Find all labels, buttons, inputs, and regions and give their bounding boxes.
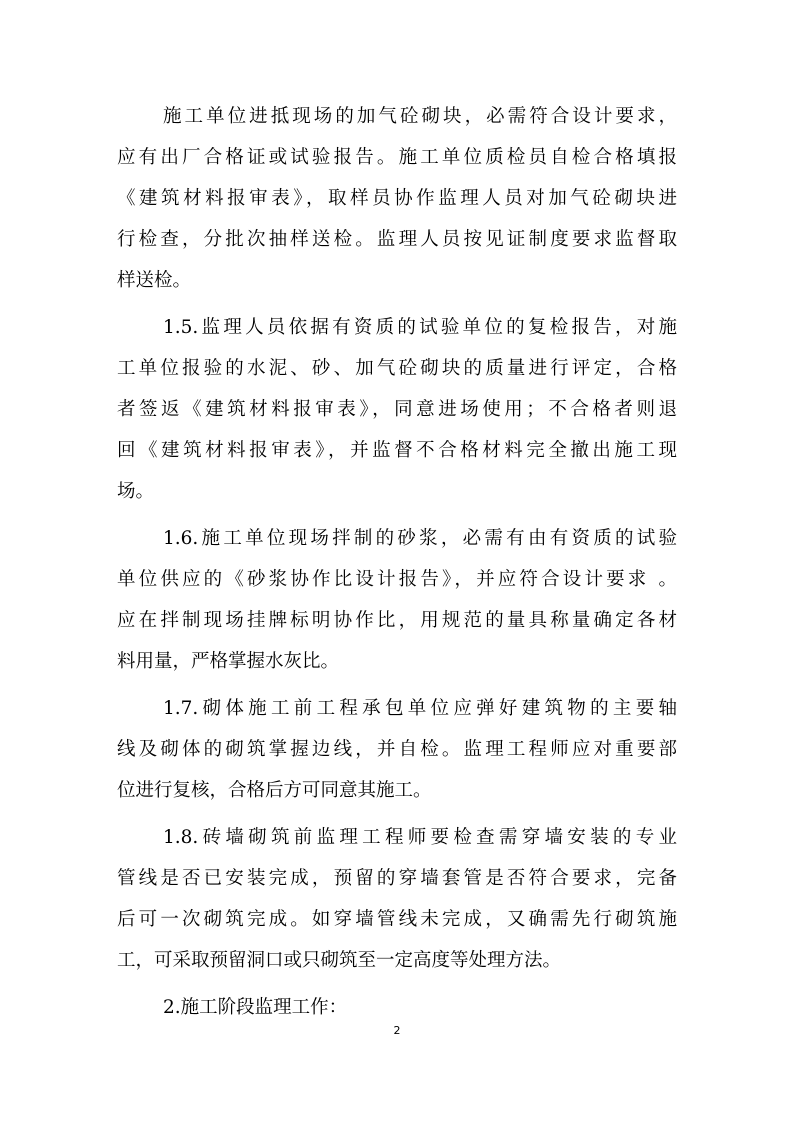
paragraph-line: 工，可采取预留洞口或只砌筑至一定高度等处理方法。 xyxy=(117,950,562,971)
paragraph-line: 者签返《建筑材料报审表》，同意进场使用；不合格者则退 xyxy=(117,399,677,420)
paragraph-aerated-block-inspection xyxy=(117,96,677,301)
paragraph-line: 1.7.砌体施工前工程承包单位应弹好建筑物的主要轴 xyxy=(163,698,677,719)
paragraph-line: 工单位报验的水泥、砂、加气砼砌块的质量进行评定，合格 xyxy=(117,358,677,379)
paragraph-line: 单位供应的《砂浆协作比设计报告》，并应符合设计要求 。 xyxy=(117,569,677,590)
paragraph-line: 1.8.砖墙砌筑前监理工程师要检查需穿墙安装的专业 xyxy=(163,827,677,848)
paragraph-line: 行检查，分批次抽样送检。监理人员按见证制度要求监督取 xyxy=(117,229,677,250)
paragraph-line: 场。 xyxy=(117,481,155,502)
paragraph-line: 《建筑材料报审表》，取样员协作监理人员对加气砼砌块进 xyxy=(117,188,677,209)
paragraph-line: 1.5.监理人员依据有资质的试验单位的复检报告，对施 xyxy=(163,317,677,338)
page-number: 2 xyxy=(393,1024,401,1037)
paragraph-line: 回《建筑材料报审表》，并监督不合格材料完全撤出施工现 xyxy=(117,440,677,461)
paragraph-line: 管线是否已安装完成，预留的穿墙套管是否符合要求，完备 xyxy=(117,868,677,889)
section-heading-line: 2.施工阶段监理工作： xyxy=(163,997,348,1018)
paragraph-1-7 xyxy=(117,688,677,811)
paragraph-1-6 xyxy=(117,518,677,682)
body-text xyxy=(117,96,677,1028)
paragraph-1-5 xyxy=(117,307,677,512)
paragraph-line: 1.6.施工单位现场拌制的砂浆，必需有由有资质的试验 xyxy=(163,528,677,549)
section-heading-2 xyxy=(117,987,677,1028)
paragraph-line: 施工单位进抵现场的加气砼砌块，必需符合设计要求， xyxy=(163,106,677,127)
paragraph-1-8 xyxy=(117,817,677,981)
paragraph-line: 应有出厂合格证或试验报告。施工单位质检员自检合格填报 xyxy=(117,147,677,168)
paragraph-line: 料用量，严格掌握水灰比。 xyxy=(117,651,340,672)
paragraph-line: 线及砌体的砌筑掌握边线，并自检。监理工程师应对重要部 xyxy=(117,739,677,760)
paragraph-line: 位进行复核，合格后方可同意其施工。 xyxy=(117,780,432,801)
paragraph-line: 应在拌制现场挂牌标明协作比，用规范的量具称量确定各材 xyxy=(117,610,677,631)
paragraph-line: 样送检。 xyxy=(117,270,192,291)
paragraph-line: 后可一次砌筑完成。如穿墙管线未完成，又确需先行砌筑施 xyxy=(117,909,677,930)
